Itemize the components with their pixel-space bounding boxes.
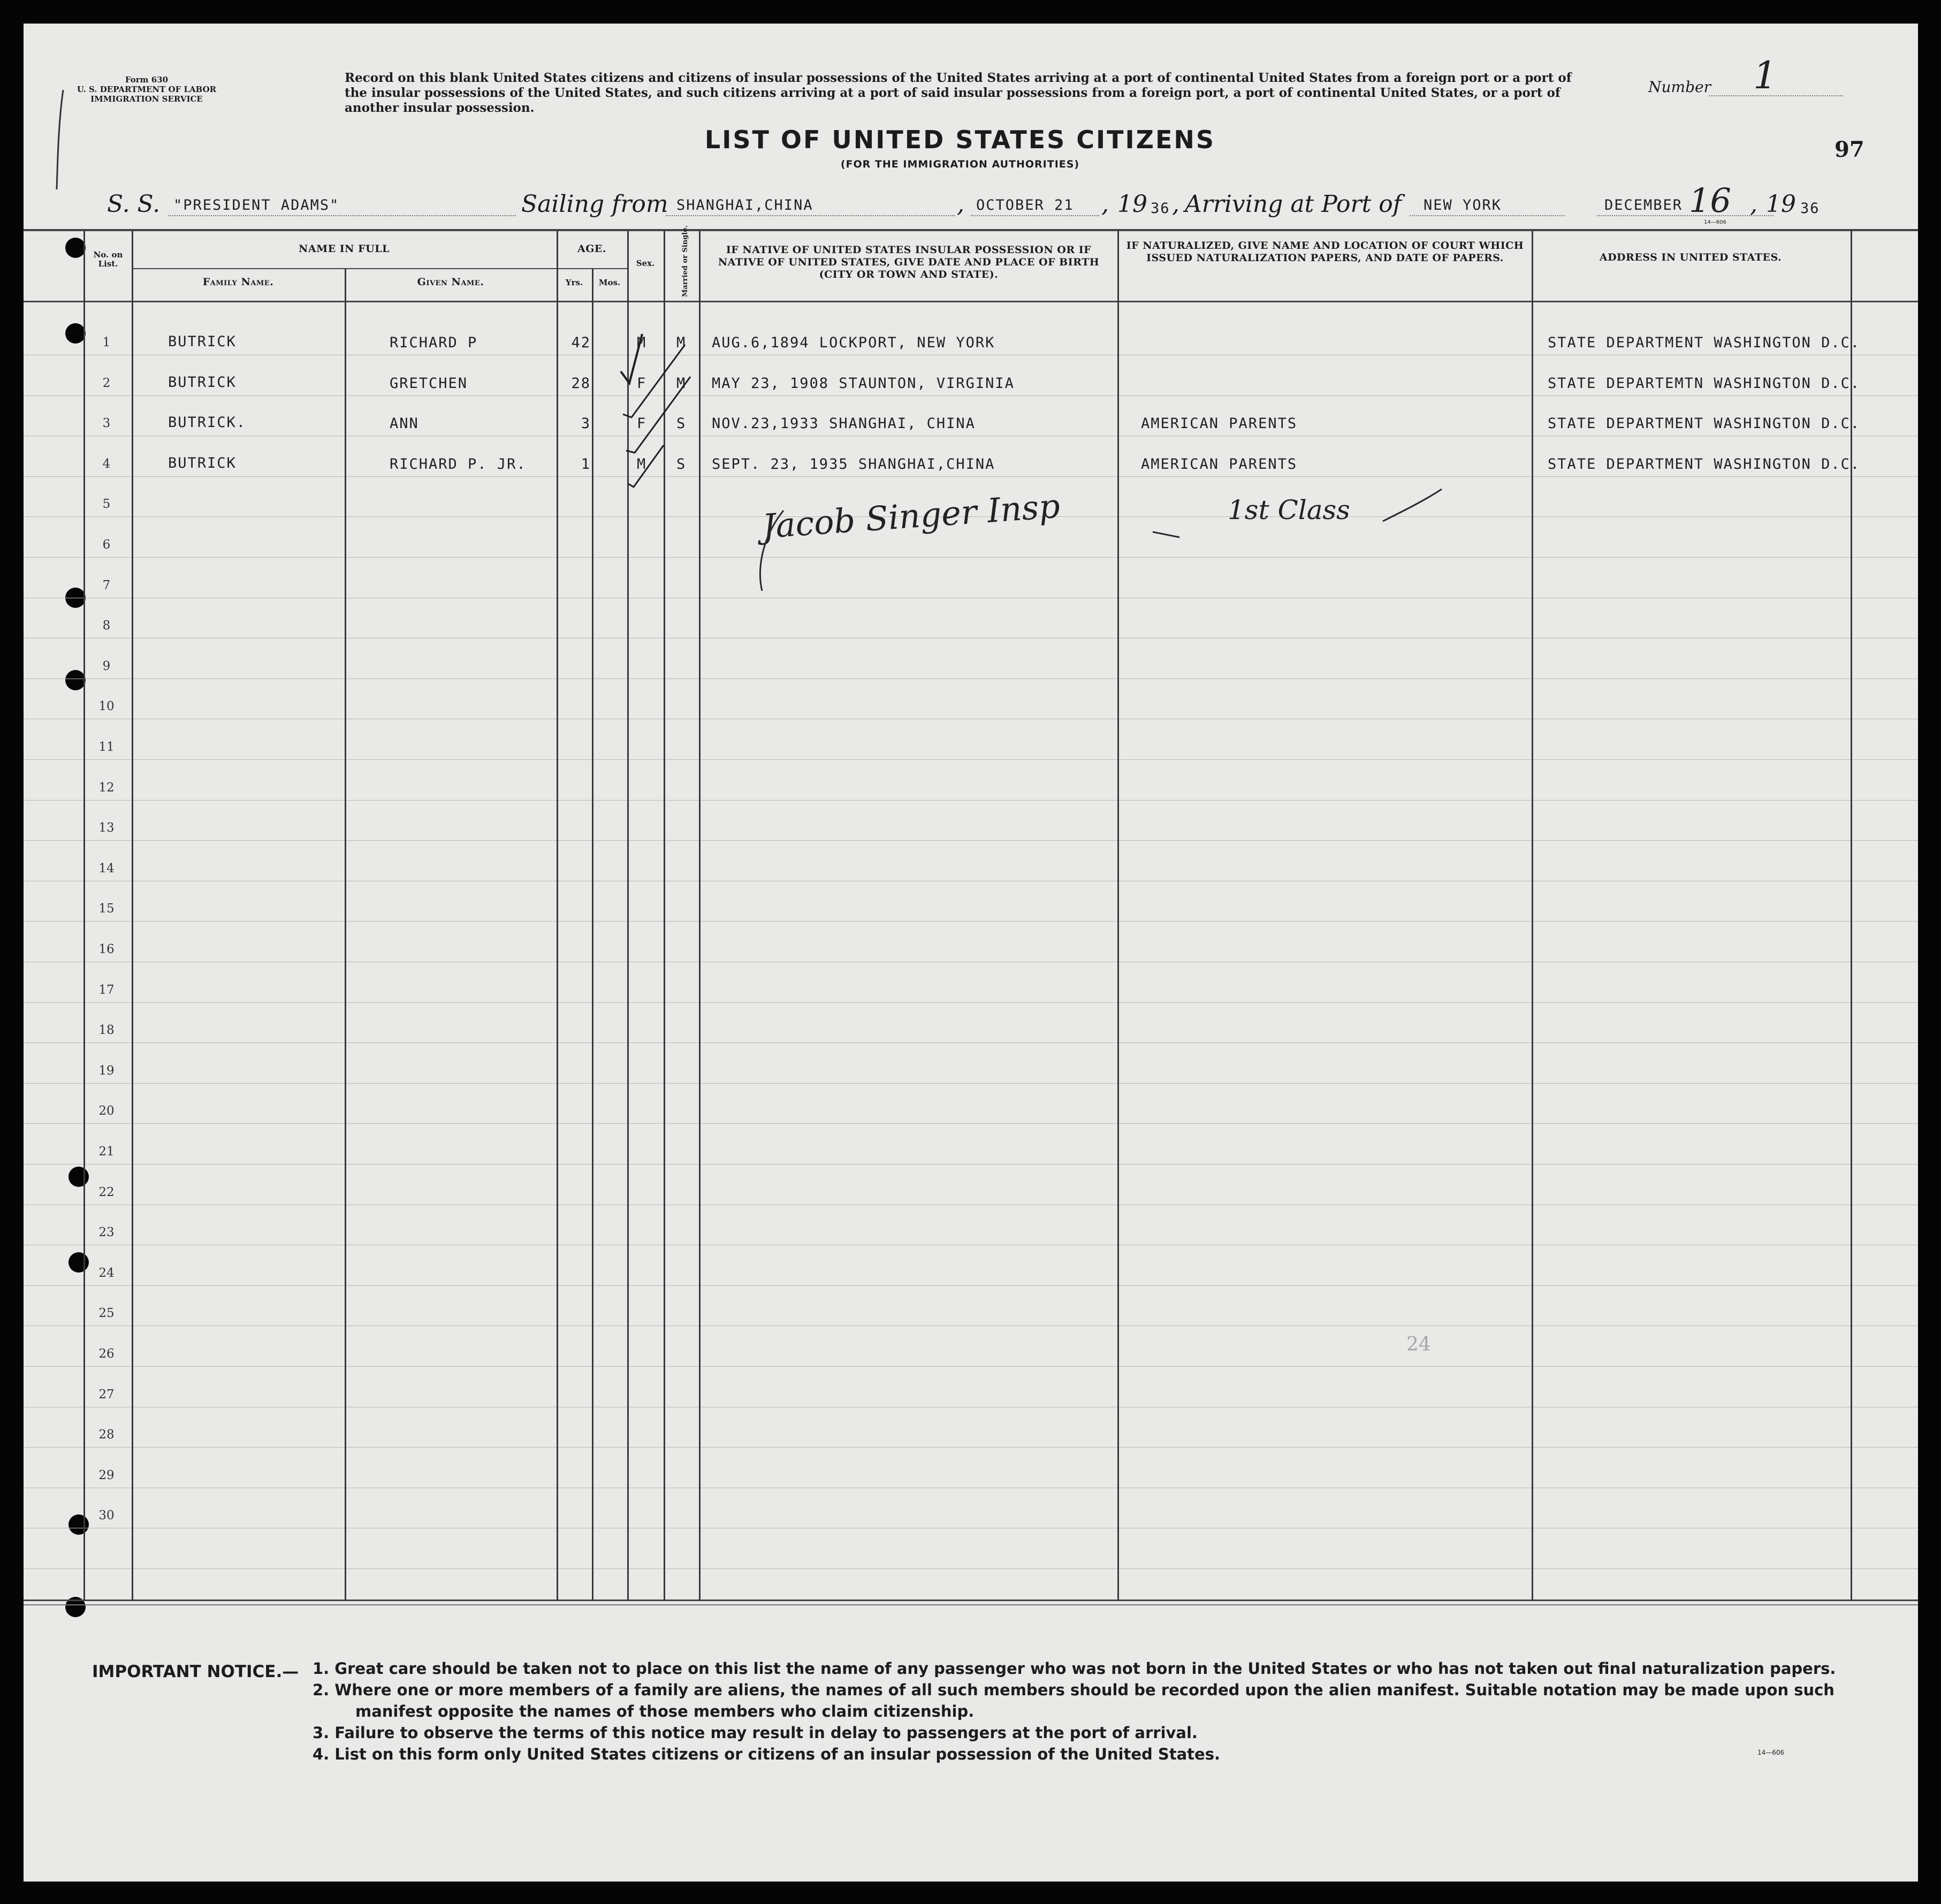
rule-line [24, 759, 1918, 760]
header-married-single: Married or Single. [681, 225, 689, 297]
column-line [1532, 230, 1533, 1601]
birth-info-cell: MAY 23, 1908 STAUNTON, VIRGINIA [712, 375, 1015, 392]
punch-hole [68, 1167, 89, 1187]
family-name-cell: BUTRICK [168, 374, 237, 391]
rule-line [24, 395, 1918, 396]
marital-status-cell: S [676, 415, 687, 432]
handwritten-mark: 1st Class [1228, 494, 1350, 525]
family-name-cell: BUTRICK [168, 333, 237, 350]
row-number: 30 [98, 1509, 115, 1523]
header-naturalized: IF NATURALIZED, GIVE NAME AND LOCATION OF COURT WHICH ISSUED NATURALIZATION PAPERS, AND DATE OF PAPERS. [1126, 240, 1524, 264]
column-line [1117, 230, 1119, 1601]
row-number: 23 [98, 1225, 115, 1240]
header-mos: Mos. [598, 278, 621, 287]
sex-cell: M [637, 334, 647, 351]
row-number: 2 [102, 376, 111, 390]
row-number: 21 [98, 1145, 115, 1159]
address-cell: STATE DEPARTMENT WASHINGTON D.C. [1548, 415, 1861, 432]
naturalization-cell: AMERICAN PARENTS [1141, 415, 1298, 432]
address-cell: STATE DEPARTMENT WASHINGTON D.C. [1548, 334, 1861, 351]
column-line [557, 230, 558, 1601]
form-id-block [66, 75, 227, 104]
notice-item-4: 4. List on this form only United States citizens or citizens of an insular possession of the United States. [313, 1745, 1220, 1763]
comma: , [1172, 191, 1179, 218]
rule-line [24, 800, 1918, 801]
print-code: 14—606 [1704, 219, 1726, 225]
arrival-year-prefix: 19 [1766, 191, 1796, 218]
header-yrs: Yrs. [565, 278, 583, 287]
row-number: 11 [98, 740, 115, 754]
arrival-day-handwritten: 16 [1689, 181, 1731, 220]
header-no: No. on List. [93, 250, 123, 269]
sailing-from: SHANGHAI,CHINA [676, 197, 813, 214]
comma: , [1101, 191, 1109, 218]
row-number: 14 [98, 861, 115, 875]
punch-hole [65, 670, 86, 690]
row-number: 27 [98, 1387, 115, 1402]
row-number: 10 [98, 699, 115, 714]
row-number: 17 [98, 983, 115, 997]
column-line [132, 230, 133, 1601]
rule-line [24, 1447, 1918, 1448]
rule-line [24, 1042, 1918, 1043]
naturalization-cell: AMERICAN PARENTS [1141, 455, 1298, 473]
arriving-port: NEW YORK [1424, 197, 1502, 214]
ship-name: "PRESIDENT ADAMS" [173, 197, 340, 214]
row-number: 24 [98, 1266, 115, 1280]
age-years-cell: 1 [581, 455, 591, 473]
rule-line [24, 1002, 1918, 1003]
table-bottom-border [24, 1604, 1918, 1605]
signature-stroke [751, 505, 805, 601]
column-line [592, 268, 593, 1601]
notice-item-3: 3. Failure to observe the terms of this notice may result in delay to passengers at the port of arrival. [313, 1724, 1198, 1742]
row-number: 15 [98, 902, 115, 916]
name-subdivider [132, 268, 627, 269]
address-cell: STATE DEPARTMENT WASHINGTON D.C. [1548, 455, 1861, 473]
sex-cell: F [637, 375, 647, 392]
age-years-cell: 42 [571, 334, 591, 351]
number-label: Number [1648, 78, 1711, 96]
row-number: 13 [98, 821, 115, 835]
rule-line [24, 1366, 1918, 1367]
rule-line [24, 1083, 1918, 1084]
check-marks [610, 313, 717, 489]
row-number: 28 [98, 1428, 115, 1442]
marital-status-cell: M [676, 334, 687, 351]
service-name: IMMIGRATION SERVICE [90, 94, 203, 104]
family-name-cell: BUTRICK [168, 454, 237, 471]
sex-cell: M [637, 455, 647, 473]
stray-number: 24 [1406, 1334, 1431, 1355]
arrival-date: DECEMBER [1604, 197, 1683, 214]
rule-line [24, 476, 1918, 477]
column-line [345, 268, 346, 1601]
arrival-year: 36 [1800, 200, 1820, 217]
sailing-year-prefix: 19 [1117, 191, 1147, 218]
row-number: 29 [98, 1468, 115, 1482]
header-sex: Sex. [636, 258, 655, 268]
given-name-cell: ANN [390, 415, 419, 432]
family-name-cell: BUTRICK. [168, 414, 247, 431]
row-number: 4 [102, 456, 111, 471]
mark-stroke [1147, 484, 1447, 548]
header-family-name: Family Name. [202, 276, 274, 288]
row-number: 9 [102, 659, 111, 673]
check-mark [628, 445, 664, 487]
birth-info-cell: SEPT. 23, 1935 SHANGHAI,CHINA [712, 455, 995, 473]
row-number: 12 [98, 780, 115, 795]
header-birth: IF NATIVE OF UNITED STATES INSULAR POSSESSION OR IF NATIVE OF UNITED STATES, GIVE DATE AND PLACE OF BIRTH (CITY OR TOWN AND STATE). [718, 244, 1100, 280]
footer-code: 14—606 [1757, 1749, 1785, 1756]
sailing-year: 36 [1151, 200, 1170, 217]
check-mark [626, 377, 690, 453]
comma: , [1750, 191, 1757, 218]
header-given-name: Given Name. [417, 276, 484, 288]
table-top-border [24, 229, 1918, 231]
row-number: 6 [102, 538, 111, 552]
table-bottom-border [24, 1600, 1918, 1601]
comma: , [957, 191, 964, 218]
punch-hole [68, 1514, 89, 1535]
given-name-cell: GRETCHEN [390, 375, 468, 392]
row-number: 20 [98, 1104, 115, 1118]
row-number: 1 [102, 336, 111, 349]
form-subtitle: (FOR THE IMMIGRATION AUTHORITIES) [840, 158, 1080, 170]
margin-stroke [54, 88, 70, 195]
punch-hole [68, 1252, 89, 1273]
given-name-cell: RICHARD P. JR. [390, 455, 527, 473]
column-line [1851, 230, 1852, 1601]
number-value: 1 [1753, 54, 1777, 97]
marital-status-cell: M [676, 375, 687, 392]
header-name-in-full: NAME IN FULL [299, 243, 390, 255]
notice-item-2-cont: manifest opposite the names of those members who claim citizenship. [355, 1702, 975, 1720]
form-number: Form 630 [125, 75, 169, 85]
row-number: 26 [98, 1347, 115, 1361]
row-number: 19 [98, 1063, 115, 1078]
form-title: LIST OF UNITED STATES CITIZENS [704, 125, 1216, 154]
rule-line [24, 1568, 1918, 1569]
rule-line [24, 557, 1918, 558]
notice-label: IMPORTANT NOTICE.— [92, 1662, 299, 1681]
row-number: 25 [98, 1306, 115, 1321]
check-mark [621, 334, 642, 383]
notice-item-2: 2. Where one or more members of a family are aliens, the names of all such members should be recorded upon the alien manifest. Suitable notation may be made upon such [313, 1681, 1835, 1699]
sailing-date: OCTOBER 21 [976, 197, 1074, 214]
punch-hole [65, 238, 86, 258]
row-number: 5 [102, 497, 111, 512]
row-number: 18 [98, 1023, 115, 1038]
form-sheet [24, 24, 1918, 1882]
address-cell: STATE DEPARTEMTN WASHINGTON D.C. [1548, 375, 1861, 392]
arriving-label: Arriving at Port of [1185, 191, 1402, 218]
punch-hole [65, 323, 86, 344]
given-name-cell: RICHARD P [390, 334, 478, 351]
marital-status-cell: S [676, 455, 687, 473]
check-mark [623, 345, 685, 417]
row-number: 3 [102, 416, 111, 431]
page-number: 97 [1835, 137, 1864, 162]
inspector-signature: Jacob Singer Insp [761, 486, 1062, 546]
notice-item-1: 1. Great care should be taken not to place on this list the name of any passenger who was not born in the United States or who has not taken out final naturalization papers. [313, 1659, 1836, 1678]
rule-line [24, 1285, 1918, 1286]
birth-info-cell: AUG.6,1894 LOCKPORT, NEW YORK [712, 334, 995, 351]
row-number: 8 [102, 619, 111, 633]
rule-line [24, 1123, 1918, 1124]
header-divider [24, 301, 1918, 302]
sex-cell: F [637, 415, 647, 432]
age-years-cell: 28 [571, 375, 591, 392]
intro-text: Record on this blank United States citizens and citizens of insular possessions of the United States arriving at a port of continental United States from a foreign port or a port of the insular possessions of the United States, and such citizens arriving at a port of said insular possessions from a foreign port, a port of continental United States, or a port of another insular possession. [345, 71, 1572, 115]
column-line [83, 230, 85, 1601]
birth-info-cell: NOV.23,1933 SHANGHAI, CHINA [712, 415, 976, 432]
header-age: AGE. [577, 243, 607, 255]
row-number: 7 [102, 578, 111, 592]
row-number: 16 [98, 942, 115, 956]
ss-label: S. S. [107, 191, 161, 218]
header-address: ADDRESS IN UNITED STATES. [1599, 252, 1782, 263]
rule-line [24, 840, 1918, 841]
department-name: U. S. DEPARTMENT OF LABOR [77, 85, 217, 94]
sailing-label: Sailing from [521, 191, 668, 218]
row-number: 22 [98, 1185, 115, 1199]
age-years-cell: 3 [581, 415, 591, 432]
